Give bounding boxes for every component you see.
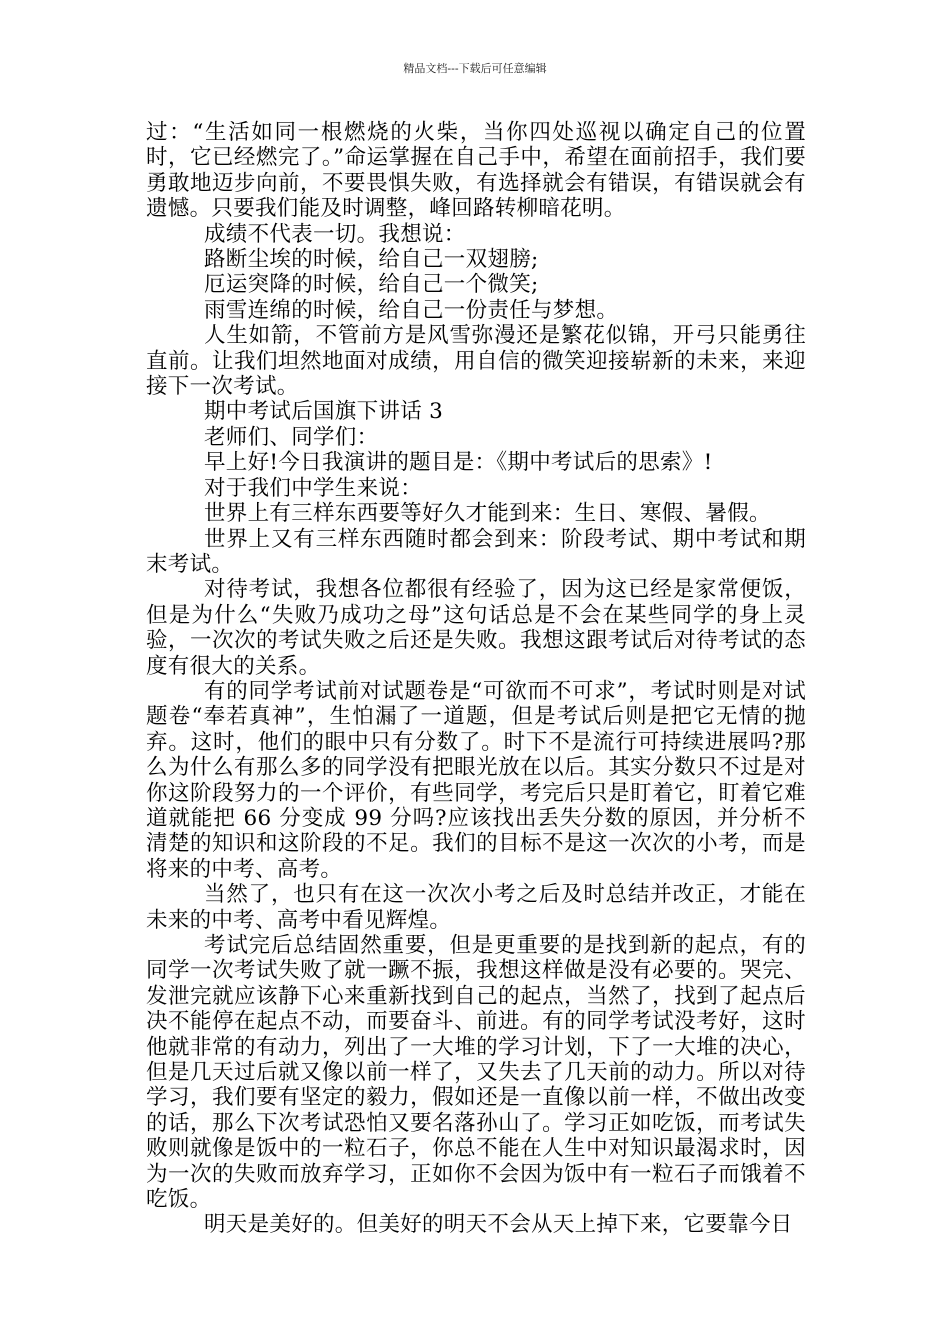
- paragraph: 当然了，也只有在这一次次小考之后及时总结并改正，才能在未来的中考、高考中看见辉煌。: [146, 882, 806, 933]
- paragraph: 过：“生活如同一根燃烧的火柴，当你四处巡视以确定自己的位置时，它已经燃完了。”命运掌握在自己手中，希望在面前招手，我们要勇敢地迈步向前，不要畏惧失败，有选择就会有错误，有错误就会有遗憾。只要我们能及时调整，峰回路转柳暗花明。: [146, 120, 806, 222]
- paragraph: 考试完后总结固然重要，但是更重要的是找到新的起点，有的同学一次考试失败了就一蹶不振，我想这样做是没有必要的。哭完、发泄完就应该静下心来重新找到自己的起点，当然了，找到了起点后决不能停在起点不动，而要奋斗、前进。有的同学考试没考好，这时他就非常的有动力，列出了一大堆的学习计划，下了一大堆的决心，但是几天过后就又像以前一样了，又失去了几天前的动力。所以对待学习，我们要有坚定的毅力，假如还是一直像以前一样，不做出改变的话，那么下次考试恐怕又要名落孙山了。学习正如吃饭，而考试失败则就像是饭中的一粒石子，你总不能在人生中对知识最渴求时，因为一次的失败而放弃学习，正如你不会因为饭中有一粒石子而饿着不吃饭。: [146, 933, 806, 1213]
- paragraph: 早上好!今日我演讲的题目是：《期中考试后的思索》!: [204, 450, 713, 476]
- section-title: 期中考试后国旗下讲话 3: [204, 399, 444, 425]
- paragraph: 有的同学考试前对试题卷是“可欲而不可求”，考试时则是对试题卷“奉若真神”，生怕漏了一道题，但是考试后则是把它无情的抛弃。这时，他们的眼中只有分数了。时下不是流行可持续进展吗?那么为什么有那么多的同学没有把眼光放在以后。其实分数只不过是对你这阶段努力的一个评价，有些同学，考完后只是盯着它，盯着它难道就能把 66 分变成 99 分吗?应该找出丢失分数的原因，并分析不清楚的知识和这阶段的不足。我们的目标不是这一次次的小考，而是将来的中考、高考。: [146, 678, 806, 882]
- paragraph: 世界上有三样东西要等好久才能到来：生日、寒假、暑假。: [204, 501, 771, 527]
- paragraph: 世界上又有三样东西随时都会到来：阶段考试、期中考试和期末考试。: [146, 526, 806, 577]
- paragraph: 明天是美好的。但美好的明天不会从天上掉下来，它要靠今日: [204, 1212, 793, 1238]
- paragraph: 人生如箭，不管前方是风雪弥漫还是繁花似锦，开弓只能勇往直前。让我们坦然地面对成绩，用自信的微笑迎接崭新的未来，来迎接下一次考试。: [146, 323, 806, 400]
- paragraph: 成绩不代表一切。我想说：: [204, 221, 466, 247]
- paragraph: 厄运突降的时候，给自己一个微笑;: [204, 272, 539, 298]
- paragraph: 路断尘埃的时候，给自己一双翅膀;: [204, 247, 539, 273]
- paragraph: 对待考试，我想各位都很有经验了，因为这已经是家常便饭，但是为什么“失败乃成功之母”这句话总是不会在某些同学的身上灵验，一次次的考试失败之后还是失败。我想这跟考试后对待考试的态度有很大的关系。: [146, 577, 806, 679]
- paragraph: 对于我们中学生来说：: [204, 475, 423, 501]
- document-body: [146, 120, 806, 1238]
- page-header: 精品文档---下载后可任意编辑: [403, 62, 547, 75]
- paragraph: 雨雪连绵的时候，给自己一份责任与梦想。: [204, 297, 619, 323]
- paragraph: 老师们、同学们：: [204, 424, 379, 450]
